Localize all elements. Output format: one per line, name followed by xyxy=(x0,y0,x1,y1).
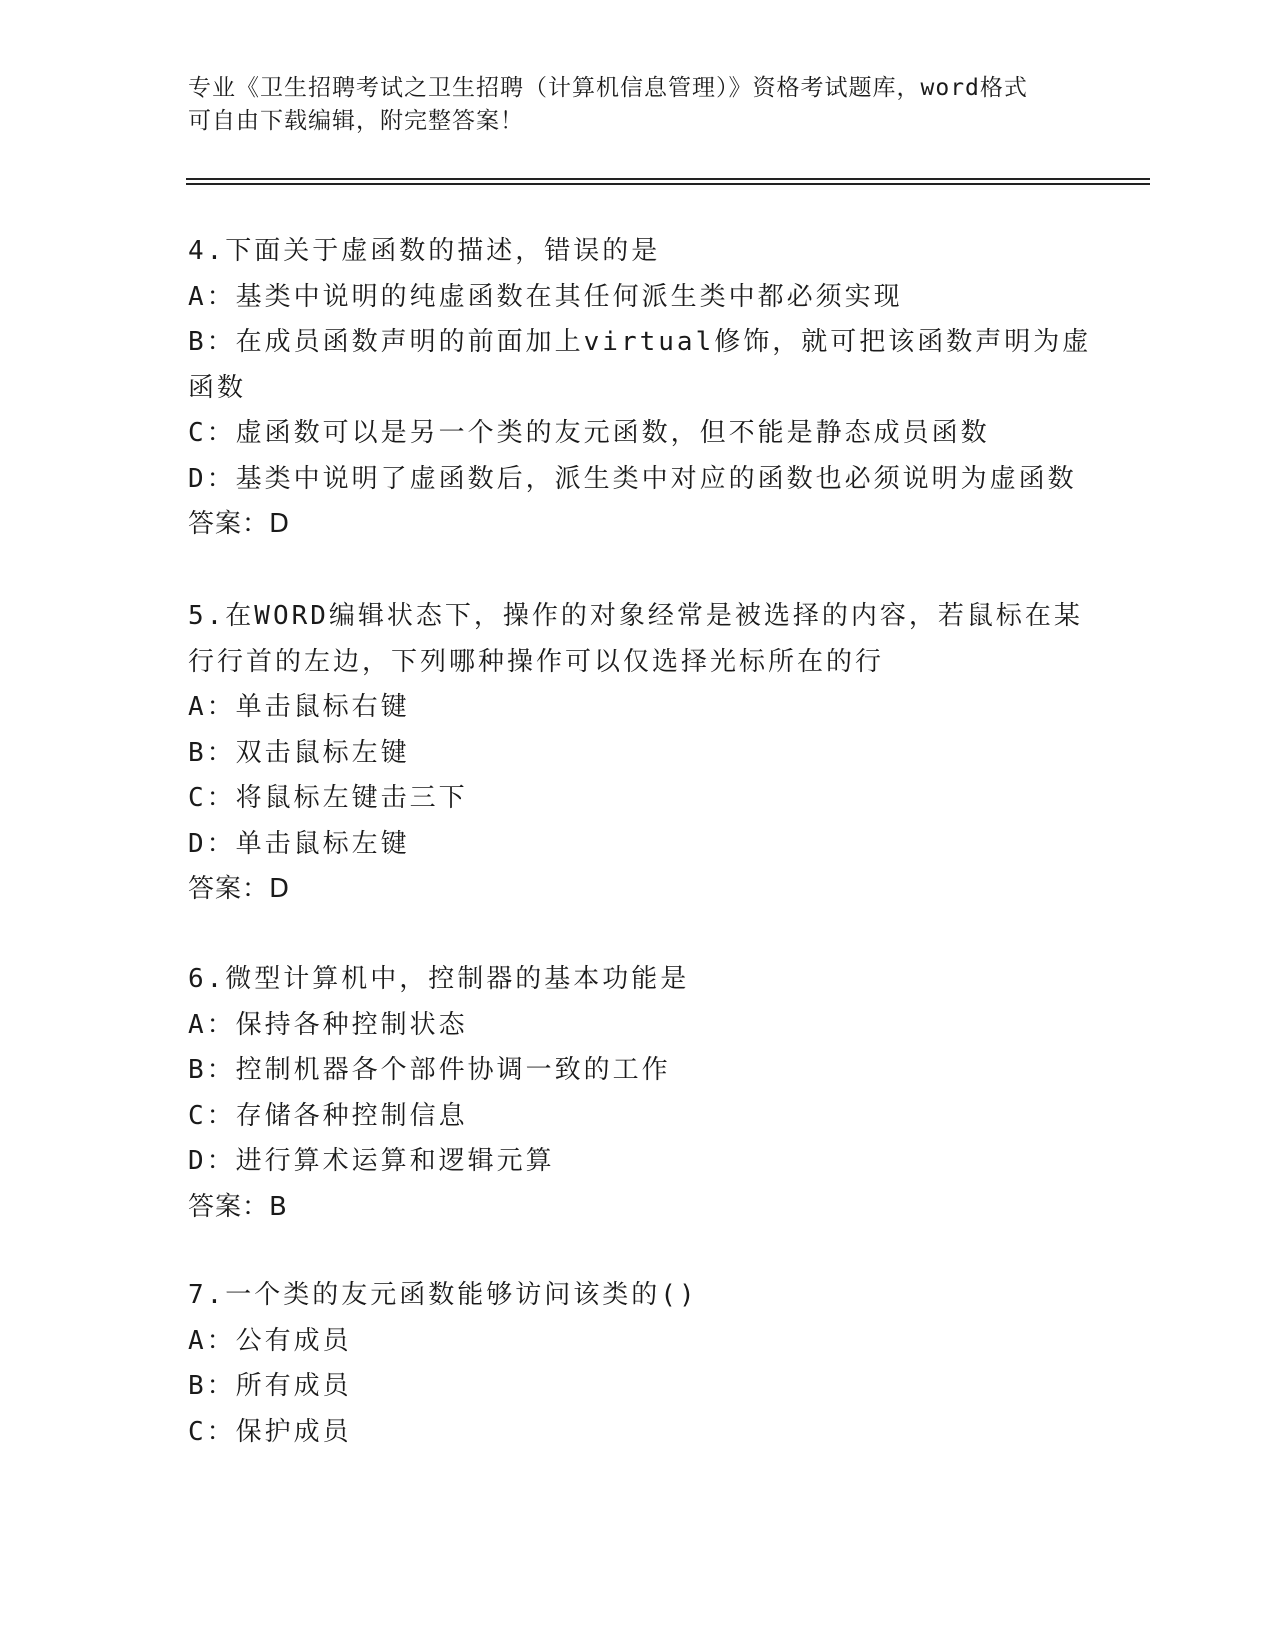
question-stem: 6.微型计算机中，控制器的基本功能是 xyxy=(188,964,690,994)
option-c: C：存储各种控制信息 xyxy=(188,1100,468,1131)
option-b: B：在成员函数声明的前面加上virtual修饰，就可把该函数声明为虚 xyxy=(188,327,1092,357)
question-stem-continued: 行行首的左边，下列哪种操作可以仅选择光标所在的行 xyxy=(188,646,885,677)
option-a: A：基类中说明的纯虚函数在其任何派生类中都必须实现 xyxy=(188,281,903,312)
option-c: C：保护成员 xyxy=(188,1416,352,1447)
option-d: D：基类中说明了虚函数后，派生类中对应的函数也必须说明为虚函数 xyxy=(188,463,1077,494)
option-d: D：单击鼠标左键 xyxy=(188,828,410,859)
option-b: B：控制机器各个部件协调一致的工作 xyxy=(188,1055,671,1085)
option-a: A：单击鼠标右键 xyxy=(188,692,410,722)
answer: 答案：D xyxy=(188,509,291,539)
header-line-2: 可自由下载编辑，附完整答案！ xyxy=(188,108,524,134)
option-d: D：进行算术运算和逻辑元算 xyxy=(188,1146,555,1176)
document-header xyxy=(188,72,1088,138)
option-a: A：保持各种控制状态 xyxy=(188,1009,468,1040)
option-c: C：虚函数可以是另一个类的友元函数，但不能是静态成员函数 xyxy=(188,418,990,448)
answer: 答案：B xyxy=(188,1191,288,1222)
header-line-1: 专业《卫生招聘考试之卫生招聘（计算机信息管理）》资格考试题库，word格式 xyxy=(188,75,1028,101)
option-c: C：将鼠标左键击三下 xyxy=(188,783,468,813)
option-b: B：双击鼠标左键 xyxy=(188,737,410,768)
option-b-continued: 函数 xyxy=(188,372,247,403)
option-a: A：公有成员 xyxy=(188,1325,352,1356)
question-stem: 4.下面关于虚函数的描述，错误的是 xyxy=(188,236,661,266)
question-block xyxy=(188,1273,1088,1455)
question-block xyxy=(188,229,1092,548)
question-block xyxy=(188,957,1088,1230)
question-stem: 7.一个类的友元函数能够访问该类的() xyxy=(188,1280,698,1310)
header-divider-bottom xyxy=(186,183,1150,185)
option-b: B：所有成员 xyxy=(188,1371,352,1401)
question-stem: 5.在WORD编辑状态下，操作的对象经常是被选择的内容，若鼠标在某 xyxy=(188,601,1083,631)
question-block xyxy=(188,594,1088,913)
header-divider-top xyxy=(186,178,1150,180)
answer: 答案：D xyxy=(188,874,291,904)
